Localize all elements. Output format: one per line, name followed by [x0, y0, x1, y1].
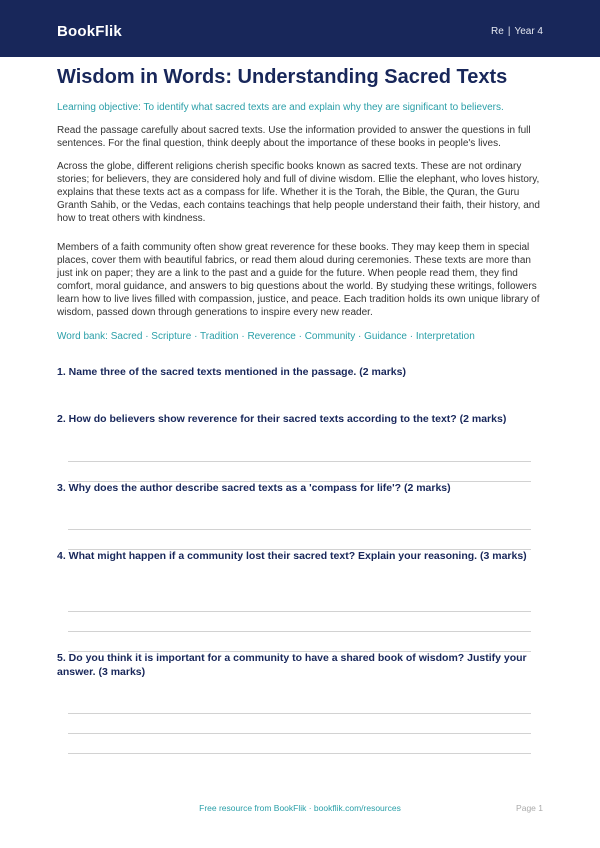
word-bank: Word bank: Sacred · Scripture · Tradition · Reverence · Community · Guidance · Interpretation	[57, 331, 475, 342]
instructions: Read the passage carefully about sacred texts. Use the information provided to answer the questions in full sentences. For the final question, think deeply about the importance of these books in people's lives.	[57, 125, 531, 149]
header-separator: |	[507, 26, 511, 37]
worksheet-body	[57, 64, 543, 343]
page-title: Wisdom in Words: Understanding Sacred Texts	[57, 66, 508, 88]
brand-logo: BookFlik	[57, 23, 122, 40]
answer-line[interactable]	[68, 611, 531, 612]
answer-line[interactable]	[68, 733, 531, 734]
passage-paragraph-1: Across the globe, different religions cherish specific books known as sacred texts. These are not ordinary stories; for believers, they are considered holy and full of divine wisdom. Ellie the elephant, who loves history, explains that these texts act as a compass for life. Whether it is the Torah, the Bible, the Quran, the Guru Granth Sahib, or the Vedas, each contains teachings that help people understand their faith, their history, and how to treat others with kindness.	[57, 161, 540, 224]
header-meta	[491, 25, 543, 39]
header-bar	[0, 0, 600, 57]
year-label: Year 4	[514, 26, 543, 37]
page-number: Page 1	[516, 803, 543, 813]
question-2: 2. How do believers show reverence for their sacred texts according to the text? (2 marks)	[57, 413, 507, 425]
answer-line[interactable]	[68, 529, 531, 530]
answer-line[interactable]	[68, 631, 531, 632]
learning-objective: Learning objective: To identify what sacred texts are and explain why they are significant to believers.	[57, 102, 504, 113]
question-5: 5. Do you think it is important for a community to have a shared book of wisdom? Justify your answer. (3 marks)	[57, 652, 527, 678]
answer-line[interactable]	[68, 753, 531, 754]
question-4: 4. What might happen if a community lost their sacred text? Explain your reasoning. (3 marks)	[57, 550, 527, 562]
passage-paragraph-2: Members of a faith community often show great reverence for these books. They may keep them in special places, cover them with beautiful fabrics, or read them aloud during ceremonies. These texts are more than just ink on paper; they are a link to the past and a guide for the future. When people read them, they find comfort, moral guidance, and answers to big questions about the world. By studying these writings, followers learn how to live lives filled with compassion, justice, and peace. Each tradition holds its own unique library of wisdom, passed down through generations to inspire every new reader.	[57, 242, 540, 318]
answer-line[interactable]	[68, 713, 531, 714]
question-1: 1. Name three of the sacred texts mentioned in the passage. (2 marks)	[57, 366, 406, 378]
answer-line[interactable]	[68, 461, 531, 462]
footer-resource: Free resource from BookFlik · bookflik.com/resources	[199, 803, 401, 813]
subject-label: Re	[491, 26, 504, 37]
question-3: 3. Why does the author describe sacred texts as a 'compass for life'? (2 marks)	[57, 482, 451, 494]
